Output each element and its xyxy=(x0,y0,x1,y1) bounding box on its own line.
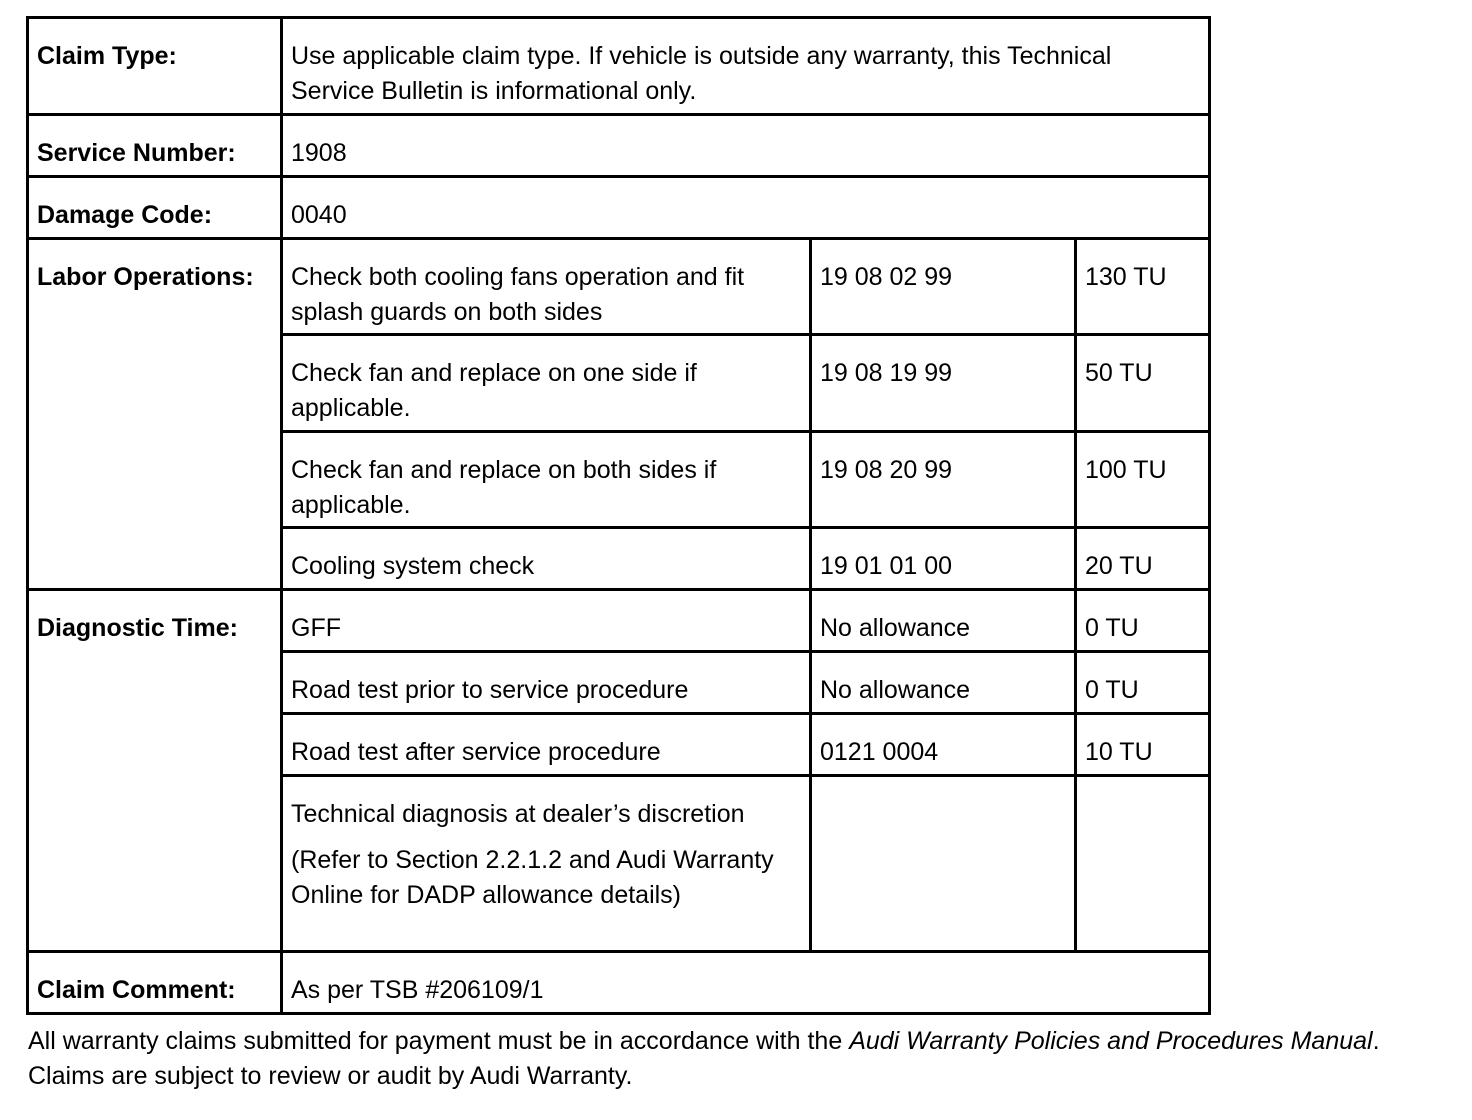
service-number-value: 1908 xyxy=(282,115,1210,177)
labor-operation-code: 19 08 20 99 xyxy=(811,432,1076,528)
diagnostic-time: 0 TU xyxy=(1076,652,1210,714)
service-number-row xyxy=(28,115,1210,177)
warranty-claim-table xyxy=(26,16,1211,1015)
claim-type-value: Use applicable claim type. If vehicle is outside any warranty, this Technical Service Bulletin is informational only. xyxy=(282,18,1210,115)
claim-comment-value: As per TSB #206109/1 xyxy=(282,952,1210,1014)
damage-code-label: Damage Code: xyxy=(28,177,282,239)
labor-operations-label: Labor Operations: xyxy=(28,239,282,590)
damage-code-row xyxy=(28,177,1210,239)
claim-comment-label: Claim Comment: xyxy=(28,952,282,1014)
labor-operation-time: 130 TU xyxy=(1076,239,1210,335)
diagnostic-code: No allowance xyxy=(811,652,1076,714)
diagnostic-time: 0 TU xyxy=(1076,590,1210,652)
diagnostic-time-empty xyxy=(1076,776,1210,952)
labor-operation-row xyxy=(28,239,1210,335)
labor-operation-description: Check fan and replace on both sides if applicable. xyxy=(282,432,811,528)
claim-type-label: Claim Type: xyxy=(28,18,282,115)
labor-operation-time: 50 TU xyxy=(1076,335,1210,432)
diagnostic-description: Road test after service procedure xyxy=(282,714,811,776)
claim-type-row xyxy=(28,18,1210,115)
warranty-footer-note xyxy=(28,1024,1448,1094)
labor-operation-description: Check both cooling fans operation and fit splash guards on both sides xyxy=(282,239,811,335)
diagnostic-code: 0121 0004 xyxy=(811,714,1076,776)
labor-operation-code: 19 01 01 00 xyxy=(811,528,1076,590)
claim-comment-row xyxy=(28,952,1210,1014)
dadp-reference-line: (Refer to Section 2.2.1.2 and Audi Warranty Online for DADP allowance details) xyxy=(291,846,774,909)
dealer-discretion-line: Technical diagnosis at dealer’s discretion xyxy=(291,800,745,828)
diagnostic-time: 10 TU xyxy=(1076,714,1210,776)
dealer-discretion-note xyxy=(282,776,811,952)
service-number-label: Service Number: xyxy=(28,115,282,177)
footer-text-before: All warranty claims submitted for payment must be in accordance with the xyxy=(28,1027,850,1055)
diagnostic-code-empty xyxy=(811,776,1076,952)
labor-operation-time: 20 TU xyxy=(1076,528,1210,590)
diagnostic-code: No allowance xyxy=(811,590,1076,652)
labor-operation-description: Cooling system check xyxy=(282,528,811,590)
footer-text-after: . Claims are subject to review or audit by Audi Warranty. xyxy=(28,1027,1380,1090)
labor-operation-description: Check fan and replace on one side if applicable. xyxy=(282,335,811,432)
labor-operation-code: 19 08 19 99 xyxy=(811,335,1076,432)
diagnostic-time-label: Diagnostic Time: xyxy=(28,590,282,952)
diagnostic-time-row xyxy=(28,590,1210,652)
diagnostic-description: GFF xyxy=(282,590,811,652)
labor-operation-time: 100 TU xyxy=(1076,432,1210,528)
manual-title: Audi Warranty Policies and Procedures Manual xyxy=(849,1027,1373,1055)
damage-code-value: 0040 xyxy=(282,177,1210,239)
diagnostic-description: Road test prior to service procedure xyxy=(282,652,811,714)
labor-operation-code: 19 08 02 99 xyxy=(811,239,1076,335)
